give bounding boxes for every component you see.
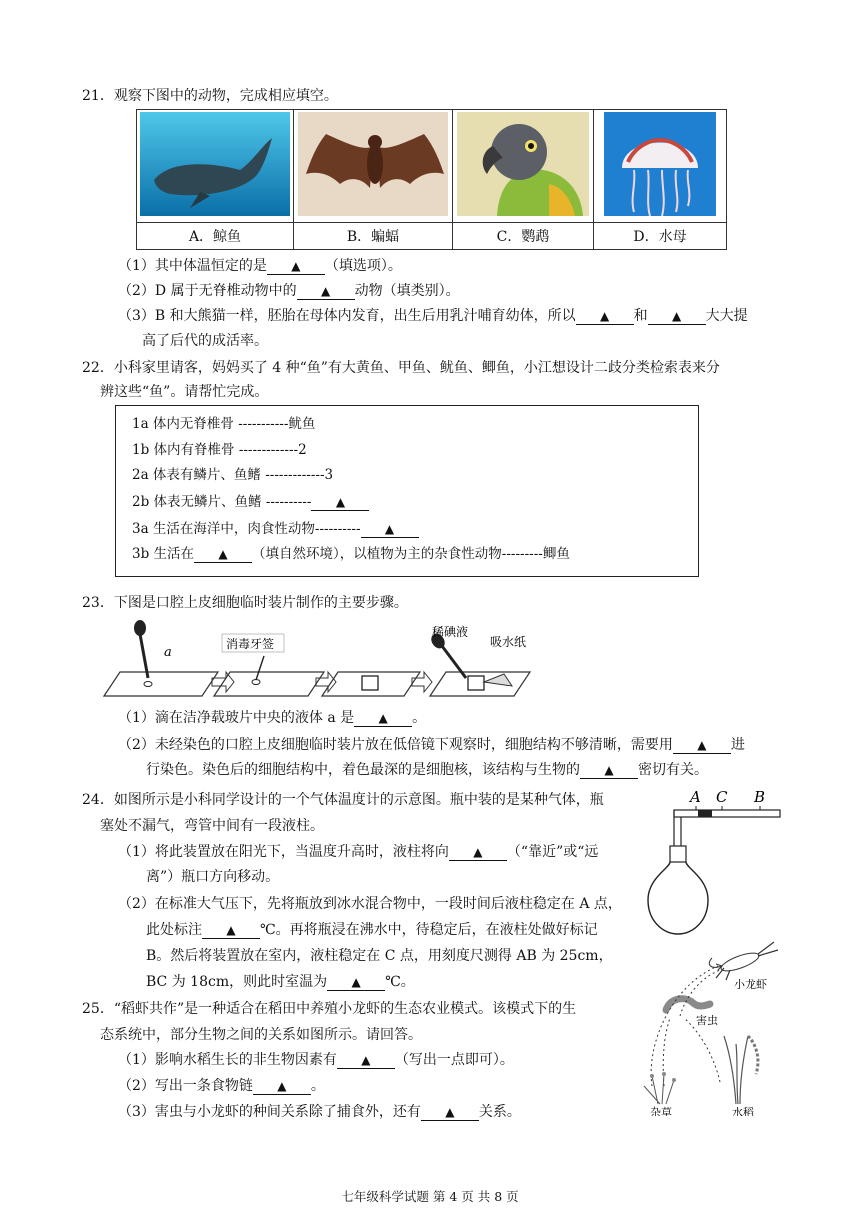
q21-part1-text: （1）其中体温恒定的是 (118, 258, 267, 274)
q24-part1 (118, 842, 598, 862)
q21-part3-tail: 大大提 (705, 308, 748, 324)
slide-preparation-diagram (100, 616, 536, 700)
label-rice: 水稻 (732, 1106, 754, 1116)
q21-part2 (118, 281, 460, 301)
q25-part1-tail: （写出一点即可）。 (394, 1052, 514, 1068)
q23-answer-2b[interactable]: ▲ (580, 762, 638, 779)
q24-answer-1[interactable]: ▲ (449, 844, 507, 861)
q21-stem: 21．观察下图中的动物，完成相应填空。 (82, 88, 338, 104)
key-3a (132, 517, 419, 538)
q22-stem-2: 辨这些“鱼”。请帮忙完成。 (100, 384, 269, 400)
q21-part3-line2: 高了后代的成活率。 (142, 333, 268, 349)
parrot-image (453, 110, 594, 223)
q24-part1-tail: （“靠近”或“远 (506, 844, 599, 860)
q24-part2-line4 (146, 972, 415, 992)
q23-stem: 23．下图是口腔上皮细胞临时装片制作的主要步骤。 (82, 595, 408, 611)
q25-answer-2[interactable]: ▲ (253, 1078, 311, 1095)
q21-answer-3b[interactable]: ▲ (648, 308, 706, 325)
q25-part2 (118, 1076, 325, 1096)
q22-stem-1: 22．小科家里请客，妈妈买了 4 种“鱼”有大黄鱼、甲鱼、鱿鱼、鲫鱼，小江想设计二歧分类检索表来分 (82, 360, 720, 376)
label-liquid-a: a (164, 645, 172, 660)
q23-part2-line2-tail: 密切有关。 (638, 762, 708, 778)
q21-part3-mid: 和 (633, 308, 648, 324)
label-point-a: A (690, 788, 701, 806)
label-blotting-paper: 吸水纸 (490, 635, 527, 649)
q21-part2-tail: 动物（填类别）。 (354, 283, 460, 299)
q23-part2-tail: 进 (730, 737, 745, 753)
q23-answer-2a[interactable]: ▲ (673, 737, 731, 754)
q25-stem-1: 25．“稻虾共作”是一种适合在稻田中养殖小龙虾的生态农业模式。该模式下的生 (82, 1001, 577, 1017)
q24-part1-text: （1）将此装置放在阳光下，当温度升高时，液柱将向 (118, 844, 449, 860)
label-pest: 害虫 (696, 1014, 718, 1027)
q25-part3-tail: 关系。 (478, 1104, 521, 1120)
bat-image (294, 110, 453, 223)
q25-answer-1[interactable]: ▲ (337, 1052, 395, 1069)
jellyfish-image (594, 110, 727, 223)
q23-part2-line2 (146, 760, 708, 780)
q21-part3-text: （3）B 和大熊猫一样，胚胎在母体内发育，出生后用乳汁哺育幼体，所以 (118, 308, 576, 324)
q23-part2-line2-text: 行染色。染色后的细胞结构中，着色最深的是细胞核，该结构与生物的 (146, 762, 580, 778)
q22-answer-2b[interactable]: ▲ (311, 494, 369, 511)
key-2a: 2a 体表有鳞片、鱼鳍 -------------3 (132, 467, 334, 483)
label-iodine: 稀碘液 (432, 625, 469, 639)
q23-part1 (118, 708, 426, 728)
q22-answer-3a[interactable]: ▲ (361, 521, 419, 538)
food-web-diagram (640, 936, 786, 1116)
q23-part1-text: （1）滴在洁净载玻片中央的液体 a 是 (118, 710, 355, 726)
key-1a: 1a 体内无脊椎骨 -----------鱿鱼 (132, 416, 316, 432)
key-2b-text: 2b 体表无鳞片、鱼鳍 ---------- (132, 494, 312, 510)
caption-jellyfish: D．水母 (594, 223, 727, 250)
q24-stem-1: 24．如图所示是小科同学设计的一个气体温度计的示意图。瓶中装的是某种气体，瓶 (82, 792, 604, 808)
animal-table (136, 109, 727, 250)
gas-thermometer-diagram (644, 788, 782, 938)
q21-part2-text: （2）D 属于无脊椎动物中的 (118, 283, 297, 299)
q24-part2-line2-tail: ℃。再将瓶浸在沸水中，待稳定后，在液柱处做好标记 (260, 922, 598, 938)
caption-parrot: C．鹦鹉 (453, 223, 594, 250)
q21-part1-tail: （填选项）。 (324, 258, 402, 274)
label-toothpick: 消毒牙签 (226, 637, 275, 651)
key-3b-text: 3b 生活在 (132, 546, 195, 562)
q21-answer-3a[interactable]: ▲ (576, 308, 634, 325)
label-point-c: C (716, 788, 728, 806)
whale-image (137, 110, 294, 223)
key-2b (132, 490, 369, 511)
key-3b (132, 542, 570, 563)
q24-part2-line4-text: BC 为 18cm，则此时室温为 (146, 974, 328, 990)
q21-answer-2[interactable]: ▲ (297, 283, 355, 300)
rice-drawing (724, 1036, 758, 1104)
q23-answer-1[interactable]: ▲ (354, 710, 412, 727)
classification-key (115, 405, 699, 577)
q24-part2-line2-text: 此处标注 (146, 922, 202, 938)
weed-drawing (644, 1072, 676, 1104)
label-point-b: B (754, 788, 766, 806)
q22-answer-3b[interactable]: ▲ (194, 546, 252, 563)
q24-part1-line2: 离”）瓶口方向移动。 (146, 869, 280, 885)
q24-stem-2: 塞处不漏气，弯管中间有一段液柱。 (100, 818, 324, 834)
key-3a-text: 3a 生活在海洋中，肉食性动物---------- (132, 521, 361, 537)
q21-answer-1[interactable]: ▲ (267, 258, 325, 275)
q25-part3-text: （3）害虫与小龙虾的种间关系除了捕食外，还有 (118, 1104, 421, 1120)
caption-bat: B．蝙蝠 (294, 223, 453, 250)
q23-part1-tail: 。 (412, 710, 427, 726)
q24-answer-2a[interactable]: ▲ (202, 922, 260, 939)
q21-part3 (118, 306, 748, 326)
q21-part1 (118, 256, 402, 276)
q23-part2 (118, 735, 745, 755)
q23-part2-text: （2）未经染色的口腔上皮细胞临时装片放在低倍镜下观察时，细胞结构不够清晰，需要用 (118, 737, 673, 753)
label-crayfish: 小龙虾 (734, 978, 767, 991)
q25-part3 (118, 1102, 521, 1122)
crayfish-drawing (709, 942, 778, 980)
label-weed: 杂草 (650, 1106, 672, 1116)
key-1b: 1b 体内有脊椎骨 -------------2 (132, 442, 307, 458)
q25-part2-text: （2）写出一条食物链 (118, 1078, 253, 1094)
q24-part2-line3: B。然后将装置放在室内，液柱稳定在 C 点，用刻度尺测得 AB 为 25cm， (146, 948, 613, 964)
page-footer: 七年级科学试题 第 4 页 共 8 页 (341, 1189, 519, 1204)
q24-part2-line4-tail: ℃。 (385, 974, 415, 990)
q24-answer-2b[interactable]: ▲ (327, 974, 385, 991)
q25-answer-3[interactable]: ▲ (421, 1104, 479, 1121)
q25-part2-tail: 。 (310, 1078, 325, 1094)
caption-whale: A．鲸鱼 (137, 223, 294, 250)
q24-part2-line2 (146, 920, 598, 940)
q24-part2-line1: （2）在标准大气压下，先将瓶放到冰水混合物中，一段时间后液柱稳定在 A 点， (118, 896, 622, 912)
q25-stem-2: 态系统中，部分生物之间的关系如图所示。请回答。 (100, 1027, 422, 1043)
q25-part1-text: （1）影响水稻生长的非生物因素有 (118, 1052, 337, 1068)
q25-part1 (118, 1050, 514, 1070)
key-3b-tail: （填自然环境），以植物为主的杂食性动物---------鲫鱼 (252, 546, 570, 562)
